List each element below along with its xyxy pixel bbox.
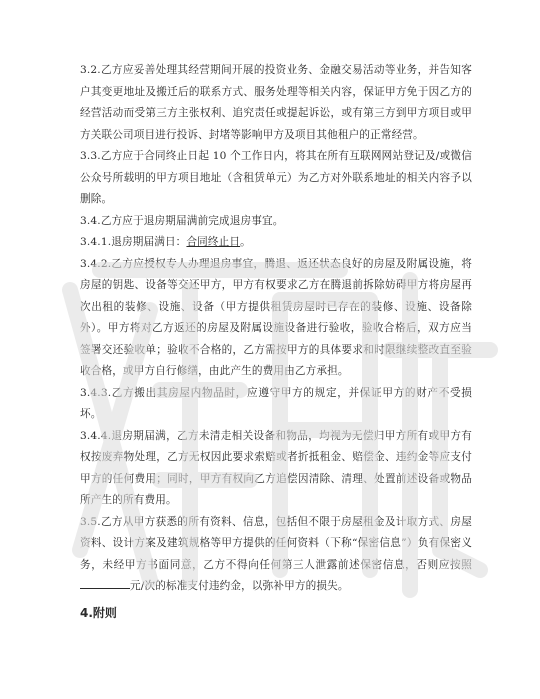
document-body — [80, 60, 472, 624]
clause-3-5-end: 元/次的标准支付违约金，以弥补甲方的损失。 — [130, 580, 349, 592]
clause-3-4-3: 3.4.3.乙方搬出其房屋内物品时，应遵守甲方的规定，并保证甲方的财产不受损坏。 — [80, 386, 472, 420]
clause-3-4-1 — [80, 232, 472, 254]
clause-3-2: 3.2.乙方应妥善处理其经营期间开展的投资业务、金融交易活动等业务，并告知客户其变更地址及搬迁后的联系方式、服务处理等相关内容，保证甲方免于因乙方的经营活动而受第三方主张权利、追究责任或提起诉讼，或有第三方到甲方项目或甲方关联公司项目进行投诉、封堵等影响甲方及项目其他租户的正常经营。 — [80, 64, 472, 141]
clause-3-5 — [80, 512, 472, 598]
clause-3-4-4: 3.4.4.退房期届满，乙方未清走相关设备和物品，均视为无偿归甲方所有或甲方有权按废弃物处理，乙方无权因此要求索赔或者折抵租金、赔偿金、违约金等应支付甲方的任何费用；同时，甲方有权向乙方追偿因清除、清理、处置前述设备或物品所产生的所有费用。 — [80, 429, 472, 506]
clause-3-4-1-value: 合同终止日 — [186, 236, 241, 248]
clause-3-4-1-label: 3.4.1.退房期届满日： — [80, 236, 187, 248]
clause-3-5-text: 3.5.乙方从甲方获悉的所有资料、信息，包括但不限于房屋租金及计取方式、房屋资料、设计方案及建筑规格等甲方提供的任何资料（下称“保密信息”）负有保密义务，未经甲方书面同意，乙方不得向任何第三人泄露前述保密信息，否则应按照 — [80, 515, 472, 571]
penalty-amount-blank — [80, 576, 130, 589]
clause-3-3: 3.3.乙方应于合同终止日起 10 个工作日内，将其在所有互联网网站登记及/或微信公众号所载明的甲方项目地址（含租赁单元）为乙方对外联系地址的相关内容予以删除。 — [80, 150, 472, 205]
clause-3-4: 3.4.乙方应于退房期届满前完成退房事宜。 — [80, 214, 284, 227]
clause-3-4-2: 3.4.2.乙方应授权专人办理退房事宜，腾退、返还状态良好的房屋及附属设施，将房屋的钥匙、设备等交还甲方，甲方有权要求乙方在腾退前拆除妨碍甲方将房屋再次出租的装修、设施、设备（甲方提供租赁房屋时已存在的装修、设施、设备除外）。甲方将对乙方返还的房屋及附属设施设备进行验收，验收合格后，双方应当签署交还验收单；验收不合格的，乙方需按甲方的具体要求和时限继续整改直至验收合格，或甲方自行修缮，由此产生的费用由乙方承担。 — [80, 257, 472, 377]
clause-3-4-1-end: 。 — [240, 236, 251, 248]
section-heading-appendix: 4.附则 — [80, 605, 117, 620]
